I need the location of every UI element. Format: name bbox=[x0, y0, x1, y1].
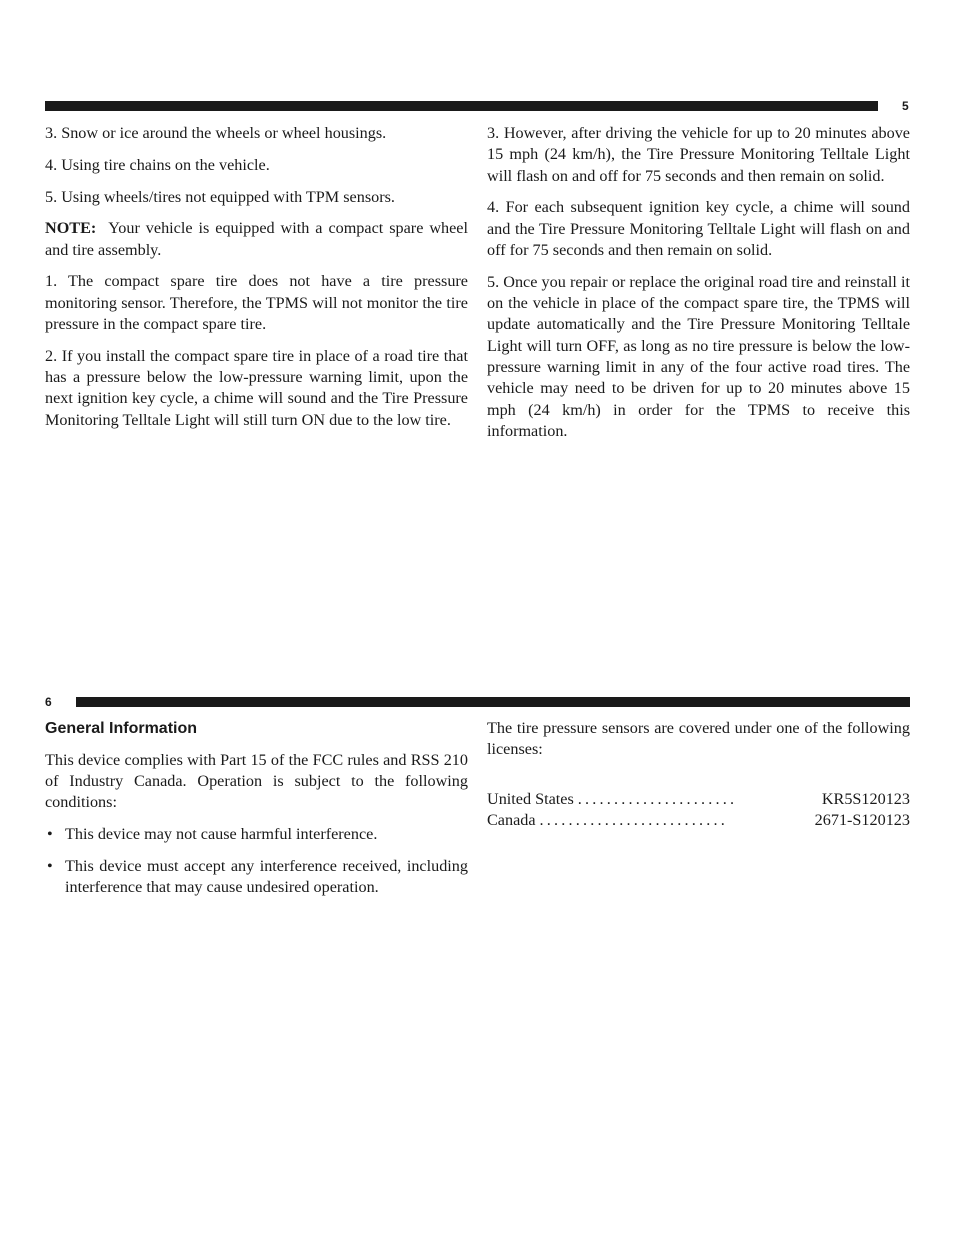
dot-leader: .......................... bbox=[539, 810, 728, 829]
page5-left-column bbox=[45, 123, 468, 442]
page6-left-column bbox=[45, 718, 468, 909]
list-item-text: This device may not cause harmful interference. bbox=[65, 824, 378, 843]
list-item-text: This device must accept any interference received, including interference that may cause undesired operation. bbox=[65, 856, 468, 896]
bullet-icon: • bbox=[47, 824, 53, 843]
conditions-list bbox=[45, 824, 468, 898]
license-row-canada bbox=[487, 810, 910, 831]
license-region: United States bbox=[487, 789, 574, 808]
license-region: Canada bbox=[487, 810, 536, 829]
list-item: 4. Using tire chains on the vehicle. bbox=[45, 155, 270, 174]
note-paragraph bbox=[45, 218, 468, 261]
list-item bbox=[45, 856, 468, 899]
paragraph: 2. If you install the compact spare tire in place of a road tire that has a pressure below the low-pressure warning limit, upon the next ignition key cycle, a chime will sound and the Tire Pressure Monitoring Telltale Light will still turn ON due to the low tire. bbox=[45, 346, 468, 429]
page5-header-rule bbox=[45, 101, 878, 111]
list-item: 5. Using wheels/tires not equipped with TPM sensors. bbox=[45, 187, 395, 206]
page6-right-column bbox=[487, 718, 910, 831]
list-item: 3. Snow or ice around the wheels or wheel housings. bbox=[45, 124, 387, 142]
page6-number: 6 bbox=[45, 695, 52, 709]
paragraph: 5. Once you repair or replace the original road tire and reinstall it on the vehicle in place of the compact spare tire, the TPMS will update automatically and the Tire Pressure Monitoring Telltale Light will turn OFF, as long as no tire pressure is below the low-pressure warning limit in any of the four active road tires. The vehicle may need to be driven for up to 20 minutes above 15 mph (24 km/h) in order for the TPMS to receive this information. bbox=[487, 272, 910, 440]
paragraph: 4. For each subsequent ignition key cycle, a chime will sound and the Tire Pressure Monitoring Telltale Light will flash on and off for 75 seconds and then remain on solid. bbox=[487, 198, 910, 259]
note-text: Your vehicle is equipped with a compact spare wheel and tire assembly. bbox=[45, 219, 468, 259]
note-label: NOTE: bbox=[45, 219, 97, 238]
license-code: KR5S120123 bbox=[821, 789, 910, 808]
license-row-us bbox=[487, 789, 910, 810]
page5-number: 5 bbox=[902, 99, 909, 113]
page5-right-column bbox=[487, 123, 910, 453]
license-code: 2671-S120123 bbox=[814, 810, 910, 829]
paragraph: 1. The compact spare tire does not have a tire pressure monitoring sensor. Therefore, the TPMS will not monitor the tire pressure in the compact spare tire. bbox=[45, 272, 468, 334]
section-heading: General Information bbox=[45, 720, 198, 737]
page6-header-rule bbox=[76, 697, 910, 707]
dot-leader: ...................... bbox=[577, 789, 738, 808]
list-item bbox=[45, 824, 468, 845]
bullet-icon: • bbox=[47, 856, 53, 875]
paragraph: The tire pressure sensors are covered under one of the following licenses: bbox=[487, 719, 910, 759]
paragraph: This device complies with Part 15 of the FCC rules and RSS 210 of Industry Canada. Operation is subject to the following conditions: bbox=[45, 750, 468, 812]
paragraph: 3. However, after driving the vehicle for up to 20 minutes above 15 mph (24 km/h), the Tire Pressure Monitoring Telltale Light will flash on and off for 75 seconds and then remain on solid. bbox=[487, 124, 910, 185]
